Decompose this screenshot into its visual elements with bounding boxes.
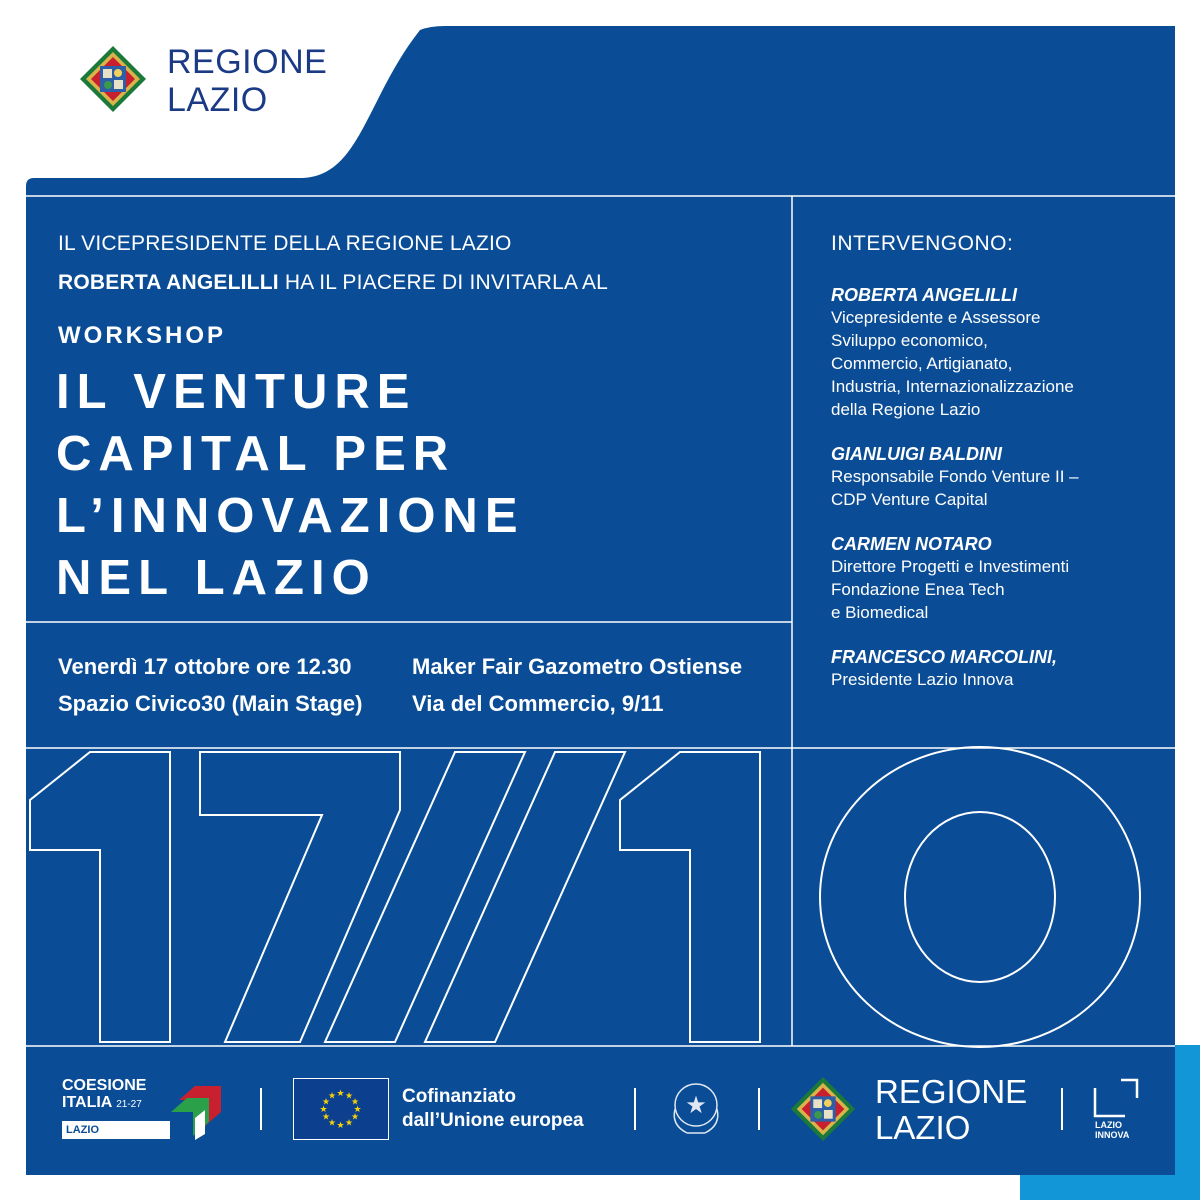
eu-flag-icon xyxy=(293,1078,389,1140)
speaker-item xyxy=(831,443,1171,511)
svg-text:★: ★ xyxy=(336,1089,345,1099)
svg-text:★: ★ xyxy=(319,1105,328,1115)
svg-text:★: ★ xyxy=(344,1091,354,1102)
intro-line1: IL VICEPRESIDENTE DELLA REGIONE LAZIO xyxy=(58,232,512,255)
coesione-line2: ITALIA xyxy=(62,1094,112,1111)
lazio-innova-logo xyxy=(1093,1078,1139,1140)
svg-text:★: ★ xyxy=(685,1091,707,1119)
italian-republic-emblem-icon xyxy=(667,1075,725,1139)
event-kicker: WORKSHOP xyxy=(58,322,226,349)
speaker-role: Responsabile Fondo Venture II – CDP Venture Capital xyxy=(831,467,1079,509)
svg-text:★: ★ xyxy=(336,1121,345,1131)
header-brand-line2: LAZIO xyxy=(167,81,268,119)
speaker-item xyxy=(831,284,1171,421)
intro-invite-text: HA IL PIACERE DI INVITARLA AL xyxy=(278,271,609,294)
innova-line2: INNOVA xyxy=(1095,1130,1130,1140)
coesione-years: 21-27 xyxy=(116,1099,142,1110)
svg-text:★: ★ xyxy=(321,1112,331,1123)
coesione-line1: COESIONE xyxy=(62,1077,147,1094)
footer-regione-lazio-crest-icon xyxy=(789,1075,857,1143)
speaker-name: FRANCESCO MARCOLINI, xyxy=(831,647,1057,667)
regione-lazio-crest-icon xyxy=(78,44,148,114)
speaker-item xyxy=(831,646,1171,691)
speaker-name: ROBERTA ANGELILLI xyxy=(831,285,1017,305)
speaker-name: GIANLUIGI BALDINI xyxy=(831,444,1002,464)
svg-text:★: ★ xyxy=(327,1118,337,1129)
header-brand-line1: REGIONE xyxy=(167,43,328,81)
intro-host-name: ROBERTA ANGELILLI xyxy=(58,271,279,294)
event-title-line-1: IL VENTURE xyxy=(56,365,417,419)
lazio-innova-text xyxy=(1095,1120,1129,1140)
eu-line1: Cofinanziato xyxy=(402,1086,516,1107)
speaker-role: Direttore Progetti e Investimenti Fondazione Enea Tech e Biomedical xyxy=(831,557,1070,622)
header-brand xyxy=(167,43,327,119)
footer-divider xyxy=(1061,1088,1063,1130)
speakers-heading: INTERVENGONO: xyxy=(831,232,1014,255)
footer-brand xyxy=(875,1074,1027,1146)
svg-text:★: ★ xyxy=(321,1097,331,1108)
event-title-line-3: L’INNOVAZIONE xyxy=(56,489,525,543)
event-address: Via del Commercio, 9/11 xyxy=(412,691,664,716)
svg-text:★: ★ xyxy=(353,1105,362,1115)
eu-line2: dall’Unione europea xyxy=(402,1110,584,1131)
footer-divider xyxy=(260,1088,262,1130)
footer-divider xyxy=(634,1088,636,1130)
speaker-item xyxy=(831,533,1171,624)
coesione-arrows-icon xyxy=(165,1078,233,1140)
svg-text:★: ★ xyxy=(327,1091,337,1102)
speaker-role: Presidente Lazio Innova xyxy=(831,670,1014,689)
svg-text:★: ★ xyxy=(350,1097,360,1108)
svg-text:★: ★ xyxy=(344,1118,354,1129)
innova-line1: LAZIO xyxy=(1095,1120,1122,1130)
coesione-region-tag: LAZIO xyxy=(62,1121,170,1139)
event-room: Spazio Civico30 (Main Stage) xyxy=(58,691,363,716)
intro-line2 xyxy=(58,271,608,295)
coesione-italia-logo xyxy=(62,1077,170,1139)
event-datetime: Venerdì 17 ottobre ore 12.30 xyxy=(58,654,352,679)
footer-brand-line1: REGIONE xyxy=(875,1073,1028,1110)
lazio-innova-frame-icon xyxy=(1093,1078,1139,1118)
speakers-panel xyxy=(831,232,1171,713)
speaker-name: CARMEN NOTARO xyxy=(831,534,992,554)
event-title-line-4: NEL LAZIO xyxy=(56,551,377,605)
event-title-line-2: CAPITAL PER xyxy=(56,427,456,481)
footer-divider xyxy=(758,1088,760,1130)
eu-cofinance-text xyxy=(402,1085,584,1133)
svg-text:★: ★ xyxy=(350,1112,360,1123)
event-venue: Maker Fair Gazometro Ostiense xyxy=(412,654,743,679)
speaker-role: Vicepresidente e Assessore Sviluppo economico, Commercio, Artigianato, Industria, Internazionalizzazione della Regione Lazio xyxy=(831,308,1074,419)
footer-brand-line2: LAZIO xyxy=(875,1109,971,1146)
